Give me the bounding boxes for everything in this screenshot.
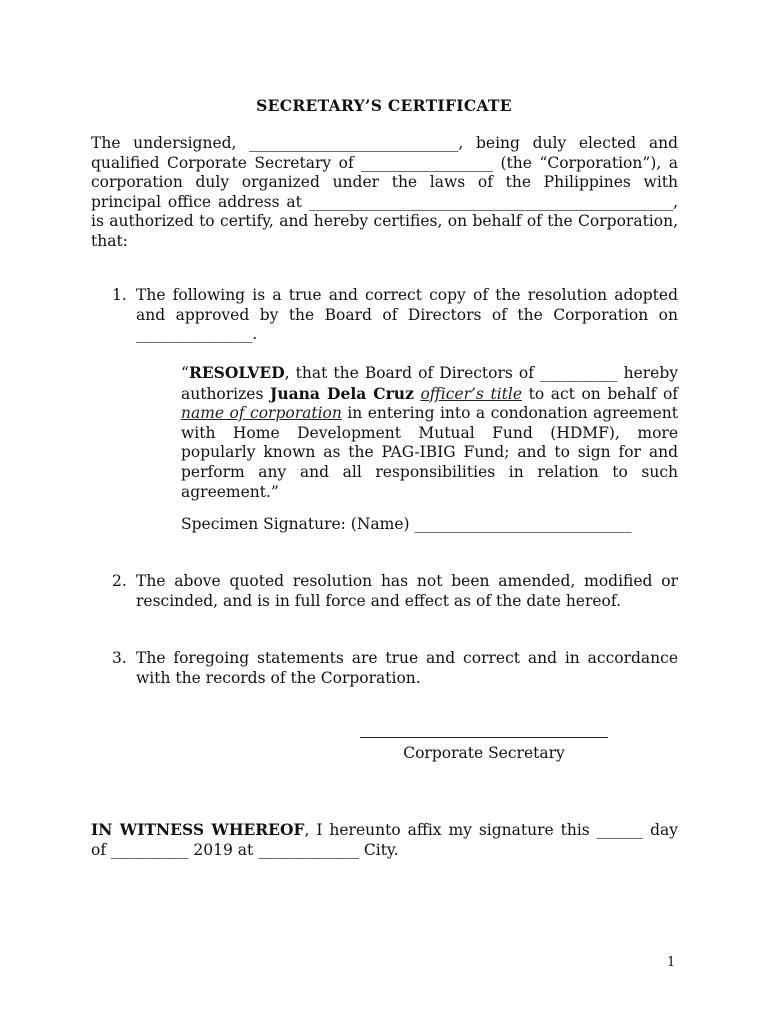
resolved-keyword: RESOLVED: [188, 363, 285, 382]
intro-text: , is authorized to certify, and hereby certifies, on behalf of the Corporation, that:: [91, 192, 678, 250]
day-blank: ______: [596, 821, 644, 839]
list-item: [112, 572, 678, 611]
specimen-blank: ____________________________: [414, 515, 632, 533]
intro-text: The undersigned,: [91, 134, 250, 152]
quote-mark: “: [181, 364, 189, 382]
list-item-number: 3.: [112, 649, 127, 667]
list-item: [112, 649, 678, 688]
authorized-person: Juana Dela Cruz: [270, 383, 414, 403]
intro-paragraph: [91, 134, 678, 252]
witness-paragraph: [91, 820, 678, 860]
address-blank: _______________________________________________: [308, 192, 674, 211]
list-item-number: 1.: [112, 286, 127, 304]
witness-text: 2019 at: [188, 840, 259, 859]
name-blank: ___________________________: [249, 134, 459, 152]
corporation-blank: _________________: [361, 153, 493, 172]
board-blank: __________: [540, 364, 618, 382]
city-blank: _____________: [258, 840, 359, 859]
specimen-signature: [181, 515, 632, 533]
list-item-text: The following is a true and correct copy of the resolution adopted and approved by the Board of Directors of the Corporation on _______________.: [136, 286, 678, 344]
list-item-number: 2.: [112, 572, 127, 590]
resolution-text: hereby authorizes: [181, 364, 678, 403]
resolution-text: , that the Board of Directors of: [284, 364, 541, 382]
list-item: [112, 286, 678, 345]
signature-line: [360, 737, 608, 738]
list-item-text: The foregoing statements are true and correct and in accordance with the records of the Corporation.: [136, 649, 678, 687]
list-item-text: The above quoted resolution has not been amended, modified or rescinded, and is in full force and effect as of the date hereof.: [136, 572, 678, 610]
witness-text: City.: [358, 840, 399, 859]
corporation-name-placeholder: name of corporation: [181, 404, 342, 423]
resolution-quote: [181, 363, 678, 502]
signature-label: Corporate Secretary: [403, 744, 565, 762]
witness-text: day of: [91, 821, 678, 859]
resolution-text: to act on behalf of: [522, 384, 679, 403]
witness-text: , I hereunto affix my signature this: [304, 821, 597, 839]
specimen-label: Specimen Signature: (Name): [181, 515, 415, 533]
intro-text: (the “Corporation”), a corporation duly organized under the laws of the Philippines with principal office address at: [91, 153, 679, 211]
intro-text: , being duly elected and qualified Corporate Secretary of: [91, 134, 679, 172]
document-title: SECRETARY’S CERTIFICATE: [256, 96, 512, 115]
resolution-text: in entering into a condonation agreement with Home Development Mutual Fund (HDMF), more popularly known as the PAG-IBIG Fund; and to sign for and perform any and all responsibilities in relation to such agreement.”: [181, 404, 679, 501]
page-number: 1: [667, 955, 676, 970]
witness-heading: IN WITNESS WHEREOF: [91, 820, 305, 839]
officer-title-placeholder: officer’s title: [420, 384, 523, 403]
month-blank: __________: [111, 840, 189, 859]
